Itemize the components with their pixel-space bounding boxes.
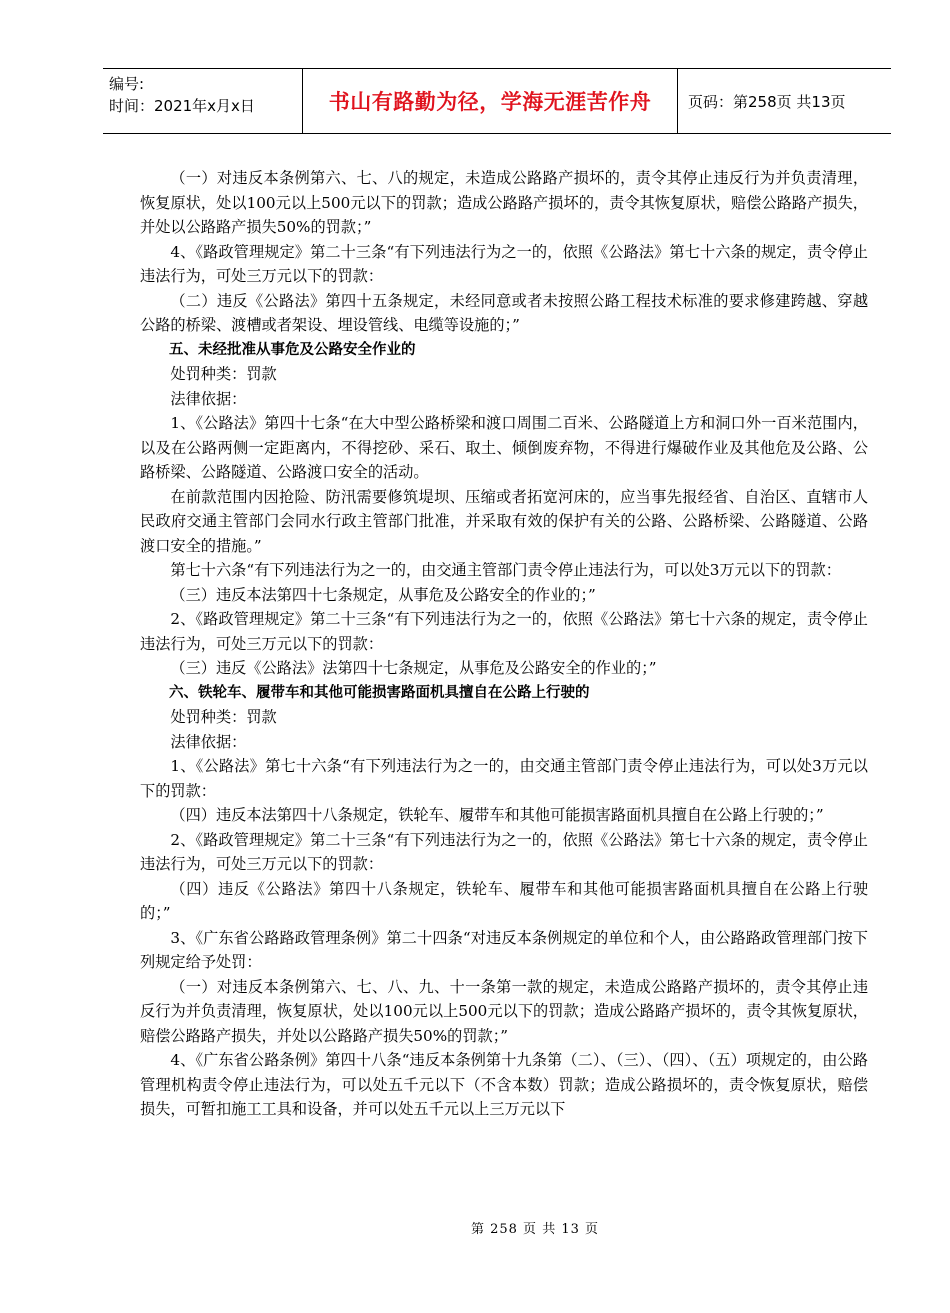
paragraph: （三）违反本法第四十七条规定，从事危及公路安全的作业的；” [170, 585, 596, 604]
paragraph: 2、《路政管理规定》第二十三条“有下列违法行为之一的，依照《公路法》第七十六条的规定，责令停止违法行为，可处三万元以下的罚款： [140, 610, 868, 653]
document-time-label: 时间：2021年x月x日 [109, 97, 255, 115]
page-footer [0, 1218, 950, 1237]
paragraph: 4、《路政管理规定》第二十三条“有下列违法行为之一的，依照《公路法》第七十六条的规定，责令停止违法行为，可处三万元以下的罚款： [140, 242, 868, 285]
paragraph: （四）违反本法第四十八条规定，铁轮车、履带车和其他可能损害路面机具擅自在公路上行驶的；” [170, 806, 824, 824]
paragraph: （一）对违反本条例第六、七、八、九、十一条第一款的规定，未造成公路路产损坏的，责令其停止违反行为并负责清理，恢复原状，处以100元以上500元以下的罚款；造成公路路产损坏的，责令其恢复原状，赔偿公路路产损失，并处以公路路产损失50%的罚款；” [140, 977, 868, 1045]
paragraph: 处罚种类：罚款 [170, 365, 277, 383]
paragraph: 4、《广东省公路条例》第四十八条“违反本条例第十九条第（二）、（三）、（四）、（五）项规定的，由公路管理机构责令停止违法行为，可以处五千元以下（不含本数）罚款；造成公路损坏的，责令恢复原状，赔偿损失，可暂扣施工工具和设备，并可以处五千元以上三万元以下 [140, 1051, 868, 1118]
section-heading: 五、未经批准从事危及公路安全作业的 [169, 341, 416, 358]
paragraph: 1、《公路法》第四十七条“在大中型公路桥梁和渡口周围二百米、公路隧道上方和洞口外一百米范围内，以及在公路两侧一定距离内，不得挖砂、采石、取土、倾倒废弃物，不得进行爆破作业及其他危及公路、公路桥梁、公路隧道、公路渡口安全的活动。 [140, 414, 868, 481]
paragraph: （四）违反《公路法》第四十八条规定，铁轮车、履带车和其他可能损害路面机具擅自在公路上行驶的；” [140, 879, 868, 922]
section-heading: 六、铁轮车、履带车和其他可能损害路面机具擅自在公路上行驶的 [169, 684, 590, 701]
page-header [103, 68, 891, 134]
footer-page-number: 第 258 页 共 13 页 [470, 1222, 600, 1237]
paragraph: 第七十六条“有下列违法行为之一的，由交通主管部门责令停止违法行为，可以处3万元以下的罚款： [170, 561, 841, 579]
paragraph: 法律依据： [170, 732, 247, 751]
header-page-label: 页码：第258页 共13页 [688, 92, 846, 111]
paragraph: （一）对违反本条例第六、七、八的规定，未造成公路路产损坏的，责令其停止违反行为并负责清理，恢复原状，处以100元以上500元以下的罚款；造成公路路产损坏的，责令其恢复原状，赔偿公路路产损失，并处以公路路产损失50%的罚款；” [140, 169, 868, 236]
paragraph: 法律依据： [170, 389, 247, 408]
document-number-label: 编号: [109, 75, 145, 93]
paragraph: （二）违反《公路法》第四十五条规定，未经同意或者未按照公路工程技术标准的要求修建跨越、穿越公路的桥梁、渡槽或者架设、埋设管线、电缆等设施的；” [140, 291, 868, 334]
paragraph: 在前款范围内因抢险、防汛需要修筑堤坝、压缩或者拓宽河床的，应当事先报经省、自治区、直辖市人民政府交通主管部门会同水行政主管部门批准，并采取有效的保护有关的公路、公路桥梁、公路隧道、公路渡口安全的措施。” [140, 487, 868, 555]
paragraph: 1、《公路法》第七十六条“有下列违法行为之一的，由交通主管部门责令停止违法行为，可以处3万元以下的罚款： [140, 757, 868, 800]
paragraph: 处罚种类：罚款 [170, 708, 277, 726]
header-motto: 书山有路勤为径，学海无涯苦作舟 [303, 69, 678, 133]
paragraph: 3、《广东省公路路政管理条例》第二十四条“对违反本条例规定的单位和个人，由公路路政管理部门按下列规定给予处罚： [140, 928, 868, 971]
paragraph: 2、《路政管理规定》第二十三条“有下列违法行为之一的，依照《公路法》第七十六条的规定，责令停止违法行为，可处三万元以下的罚款： [140, 830, 868, 873]
document-body [140, 166, 868, 1122]
header-meta [103, 69, 303, 133]
paragraph: （三）违反《公路法》法第四十七条规定，从事危及公路安全的作业的；” [170, 659, 657, 677]
